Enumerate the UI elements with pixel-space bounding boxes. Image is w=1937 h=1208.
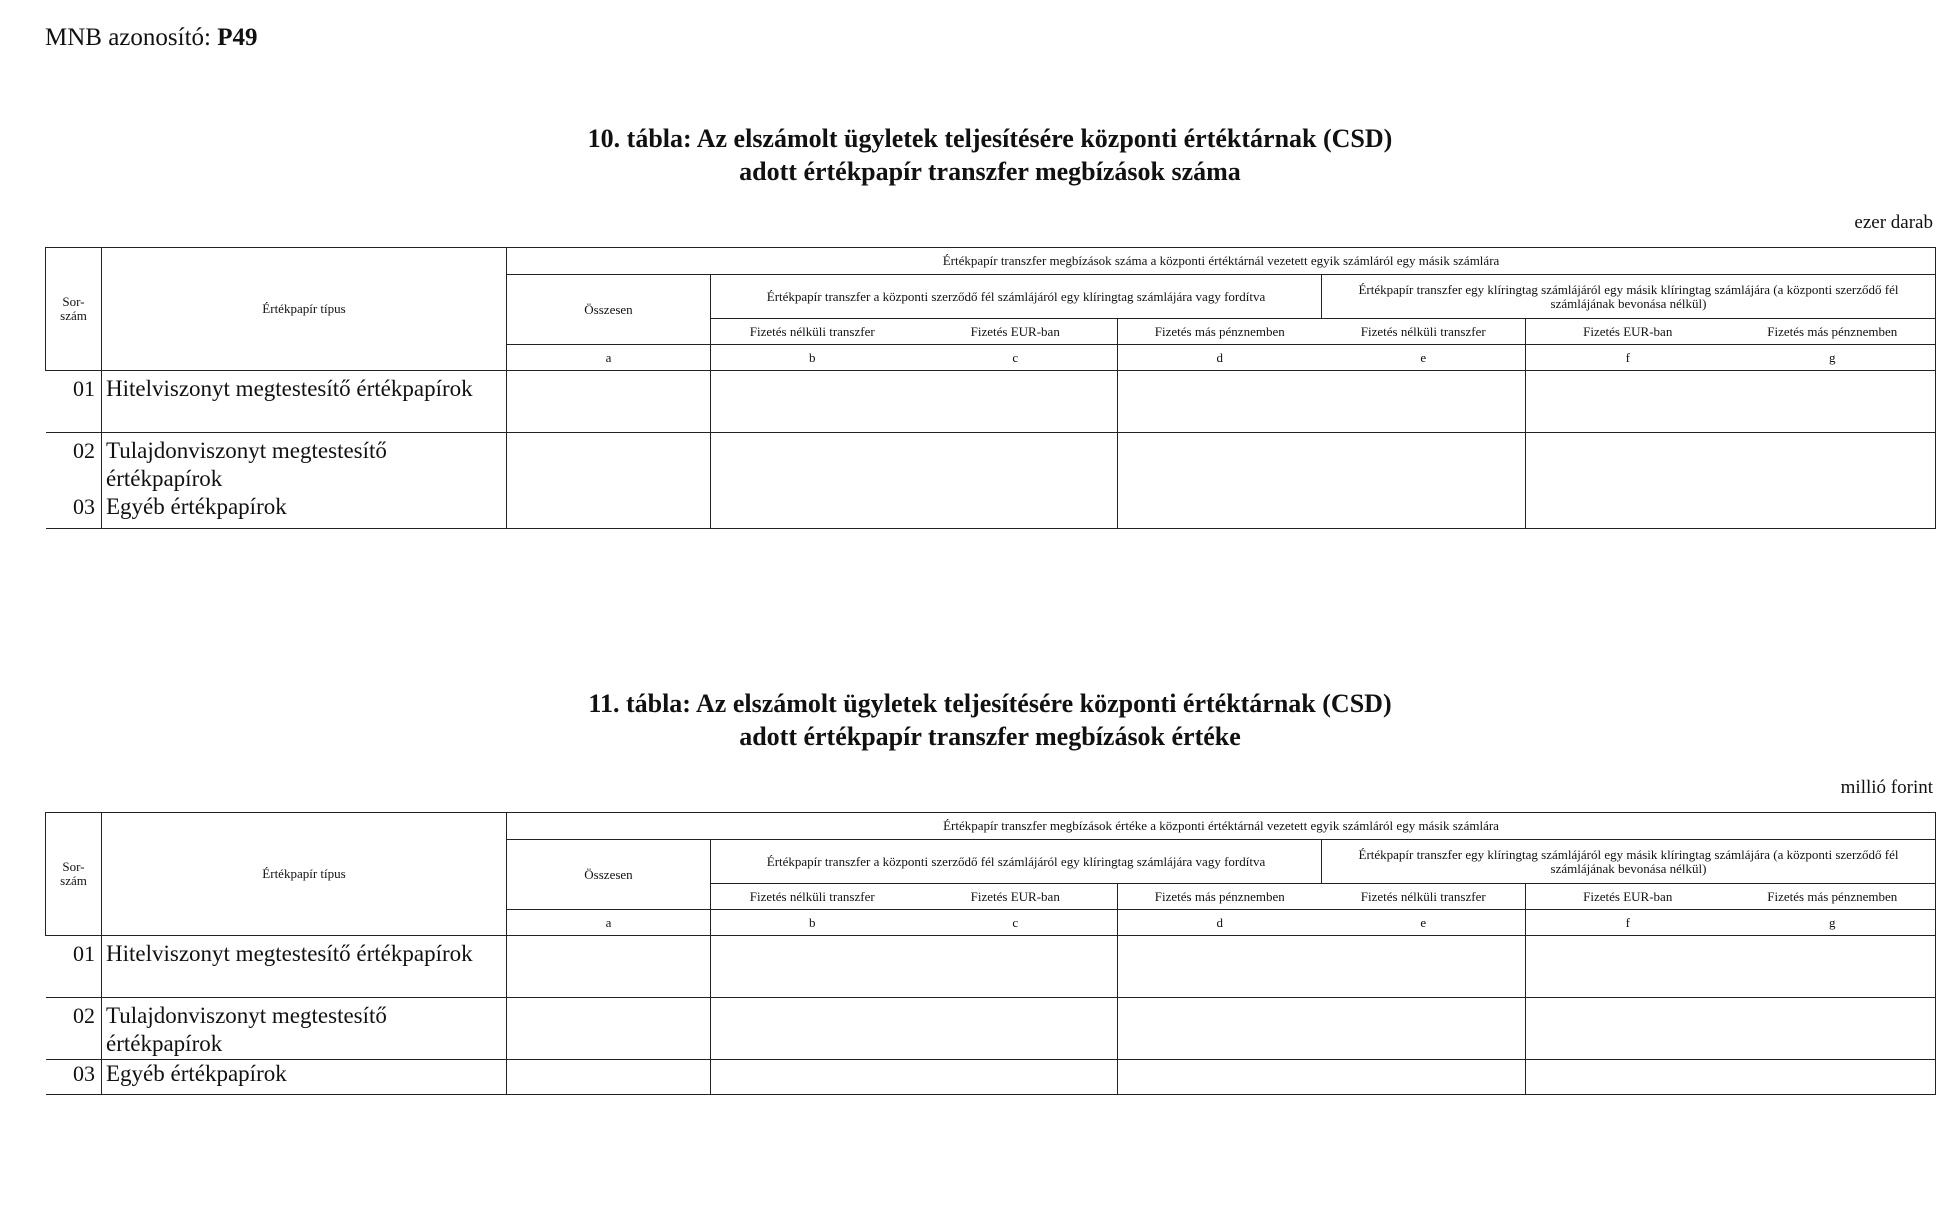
cell-d[interactable]	[1118, 936, 1322, 998]
cell-c[interactable]	[914, 1060, 1118, 1095]
cell-c[interactable]	[914, 936, 1118, 998]
col-letter-f: f	[1526, 910, 1730, 936]
cell-d[interactable]	[1118, 998, 1322, 1060]
col-header-sub-g: Fizetés más pénznemben	[1730, 884, 1936, 910]
col-header-sub-d: Fizetés más pénznemben	[1118, 319, 1322, 345]
col-header-total: Összesen	[507, 840, 711, 910]
table-11-title-line1: 11. tábla: Az elszámolt ügyletek teljesítésére központi értéktárnak (CSD)	[588, 689, 1392, 718]
col-header-type: Értékpapír típus	[102, 248, 507, 371]
col-header-sub-e: Fizetés nélküli transzfer	[1322, 319, 1526, 345]
col-header-sub-b: Fizetés nélküli transzfer	[711, 884, 914, 910]
cell-bc[interactable]	[711, 433, 1118, 529]
col-letter-e: e	[1322, 910, 1526, 936]
col-letter-d: d	[1118, 345, 1322, 371]
col-header-sorszam: Sor- szám	[46, 813, 102, 936]
cell-a[interactable]	[507, 371, 711, 433]
col-letter-f: f	[1526, 345, 1730, 371]
col-letter-b: b	[711, 345, 914, 371]
col-header-sub-f: Fizetés EUR-ban	[1526, 319, 1730, 345]
row-number: 02	[46, 998, 102, 1060]
cell-a[interactable]	[507, 1060, 711, 1095]
col-letter-g: g	[1730, 910, 1936, 936]
table-row	[46, 433, 1936, 494]
mnb-identifier	[45, 24, 258, 52]
col-letter-e: e	[1322, 345, 1526, 371]
cell-e[interactable]	[1322, 936, 1526, 998]
cell-d[interactable]	[1118, 371, 1322, 433]
row-label: Hitelviszonyt megtestesítő értékpapírok	[102, 936, 507, 998]
col-letter-a: a	[507, 910, 711, 936]
cell-b[interactable]	[711, 936, 914, 998]
cell-b[interactable]	[711, 998, 914, 1060]
table-10-title	[45, 122, 1935, 188]
cell-g[interactable]	[1730, 371, 1936, 433]
row-label: Tulajdonviszonyt megtestesítő értékpapírok	[102, 998, 507, 1060]
table-row	[46, 1060, 1936, 1095]
table-11-title	[45, 687, 1935, 753]
col-header-sorszam: Sor- szám	[46, 248, 102, 371]
col-letter-b: b	[711, 910, 914, 936]
row-number: 03	[46, 493, 102, 528]
super-header: Értékpapír transzfer megbízások száma a központi értéktárnál vezetett egyik számláról egy másik számlára	[507, 248, 1936, 275]
cell-e[interactable]	[1322, 371, 1526, 433]
row-number: 01	[46, 371, 102, 433]
col-header-sub-c: Fizetés EUR-ban	[914, 319, 1118, 345]
cell-f[interactable]	[1526, 371, 1730, 433]
col-letter-c: c	[914, 910, 1118, 936]
cell-b[interactable]	[711, 371, 914, 433]
cell-de[interactable]	[1118, 433, 1526, 529]
cell-f[interactable]	[1526, 1060, 1730, 1095]
cell-b[interactable]	[711, 1060, 914, 1095]
col-letter-d: d	[1118, 910, 1322, 936]
table-10-title-line2: adott értékpapír transzfer megbízások száma	[739, 157, 1241, 186]
table-11-title-line2: adott értékpapír transzfer megbízások értéke	[739, 722, 1241, 751]
cell-g[interactable]	[1730, 1060, 1936, 1095]
row-number: 02	[46, 433, 102, 494]
col-letter-c: c	[914, 345, 1118, 371]
col-header-sub-e: Fizetés nélküli transzfer	[1322, 884, 1526, 910]
cell-a[interactable]	[507, 998, 711, 1060]
table-10-unit: ezer darab	[1854, 212, 1933, 233]
row-number: 01	[46, 936, 102, 998]
col-header-sub-g: Fizetés más pénznemben	[1730, 319, 1936, 345]
table-row	[46, 998, 1936, 1060]
cell-f[interactable]	[1526, 998, 1730, 1060]
row-label: Egyéb értékpapírok	[102, 493, 507, 528]
col-header-sub-c: Fizetés EUR-ban	[914, 884, 1118, 910]
col-header-type: Értékpapír típus	[102, 813, 507, 936]
col-header-group2: Értékpapír transzfer egy klíringtag számlájáról egy másik klíringtag számlájára (a központi szerződő fél számlájának bevonása nélkül)	[1322, 840, 1936, 884]
cell-e[interactable]	[1322, 998, 1526, 1060]
table-10-title-line1: 10. tábla: Az elszámolt ügyletek teljesítésére központi értéktárnak (CSD)	[587, 124, 1393, 153]
mnb-identifier-code: P49	[217, 24, 258, 51]
table-row	[46, 371, 1936, 433]
table-11-unit: millió forint	[1840, 777, 1933, 798]
row-number: 03	[46, 1060, 102, 1095]
mnb-identifier-label: MNB azonosító:	[45, 24, 211, 51]
cell-c[interactable]	[914, 998, 1118, 1060]
col-header-sub-f: Fizetés EUR-ban	[1526, 884, 1730, 910]
row-label: Hitelviszonyt megtestesítő értékpapírok	[102, 371, 507, 433]
cell-d[interactable]	[1118, 1060, 1322, 1095]
cell-g[interactable]	[1730, 998, 1936, 1060]
col-header-sub-d: Fizetés más pénznemben	[1118, 884, 1322, 910]
cell-g[interactable]	[1730, 936, 1936, 998]
col-header-sub-b: Fizetés nélküli transzfer	[711, 319, 914, 345]
cell-a[interactable]	[507, 936, 711, 998]
col-header-total: Összesen	[507, 275, 711, 345]
table-11-section	[45, 687, 1935, 1095]
table-10-grid	[45, 247, 1936, 529]
col-header-group1: Értékpapír transzfer a központi szerződő fél számlájáról egy klíringtag számlájára vagy fordítva	[711, 275, 1322, 319]
cell-fg[interactable]	[1526, 433, 1936, 529]
row-label: Egyéb értékpapírok	[102, 1060, 507, 1095]
col-letter-g: g	[1730, 345, 1936, 371]
cell-e[interactable]	[1322, 1060, 1526, 1095]
table-10-section	[45, 122, 1935, 529]
table-row	[46, 936, 1936, 998]
row-label: Tulajdonviszonyt megtestesítő értékpapírok	[102, 433, 507, 494]
col-header-group1: Értékpapír transzfer a központi szerződő fél számlájáról egy klíringtag számlájára vagy fordítva	[711, 840, 1322, 884]
col-letter-a: a	[507, 345, 711, 371]
cell-c[interactable]	[914, 371, 1118, 433]
table-11-grid	[45, 812, 1936, 1095]
cell-a[interactable]	[507, 433, 711, 529]
cell-f[interactable]	[1526, 936, 1730, 998]
col-header-group2: Értékpapír transzfer egy klíringtag számlájáról egy másik klíringtag számlájára (a központi szerződő fél számlájának bevonása nélkül)	[1322, 275, 1936, 319]
super-header: Értékpapír transzfer megbízások értéke a központi értéktárnál vezetett egyik számláról egy másik számlára	[507, 813, 1936, 840]
